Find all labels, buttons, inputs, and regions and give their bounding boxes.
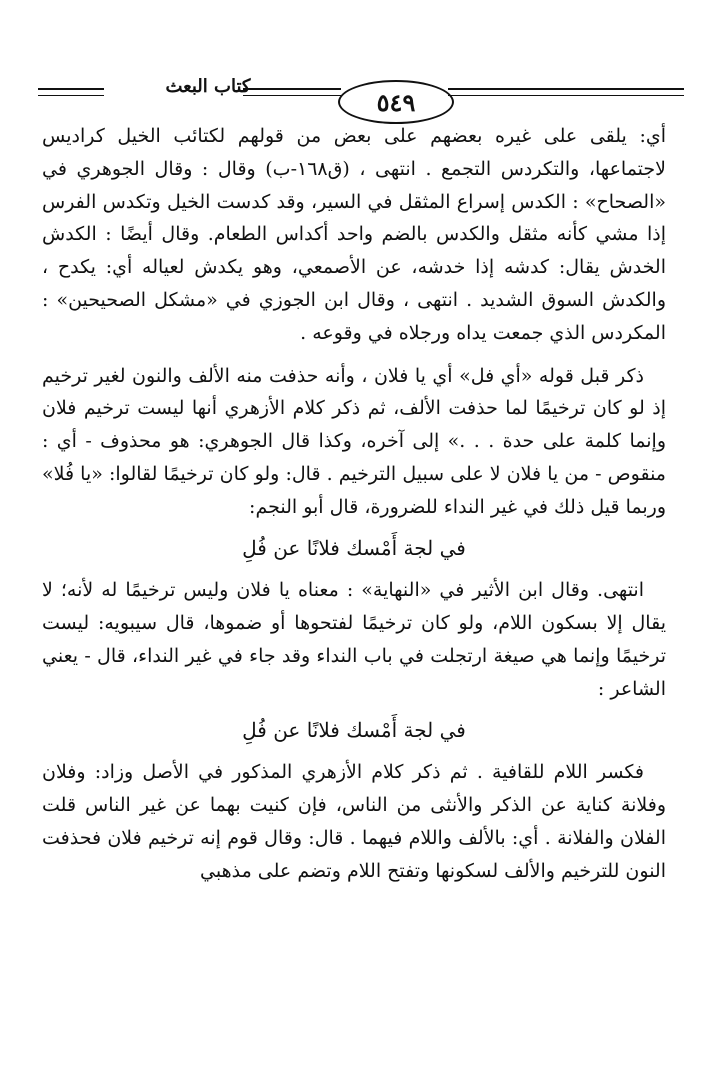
body-text xyxy=(42,120,666,888)
page-header xyxy=(38,72,684,124)
header-rule-middle-bottom xyxy=(243,95,341,96)
book-title: كتاب البعث xyxy=(143,76,273,97)
paragraph-3: انتهى. وقال ابن الأثير في «النهاية» : معناه يا فلان وليس ترخيمًا له لأنه؛ لا يقال إلا بسكون اللام، ولو كان ترخيمًا لفتحوها أو ضموها، قال سيبويه: ليست ترخيمًا وإنما هي صيغة ارتجلت في باب النداء وقد جاء في غير النداء، قال - يعني الشاعر : xyxy=(42,579,666,700)
page-number: ٥٤٩ xyxy=(376,87,416,117)
verse-2: في لجة أَمْسك فلانًا عن فُلِ xyxy=(242,717,466,742)
header-rule-right-bottom xyxy=(448,95,684,96)
header-rule-middle-top xyxy=(243,88,341,90)
header-rule-left-bottom xyxy=(38,95,104,96)
page-number-badge xyxy=(338,80,454,124)
paragraph-1: أي: يلقى على غيره بعضهم على بعض من قولهم لكتائب الخيل كراديس لاجتماعها، والتكردس التجمع . انتهى ، (ق١٦٨-ب) وقال : وقال الجوهري في «الصحاح» : الكدس إسراع المثقل في السير، وقد كدست الخيل وتكدس الفرس إذا مشي كأنه مثقل والكدس بالضم واحد أكداس الطعام. وقال أيضًا : الكدش الخدش يقال: كدشه إذا خدشه، عن الأصمعي، وهو يكدش لعياله أي: يكدح ، والكدش السوق الشديد . انتهى ، وقال ابن الجوزي في «مشكل الصحيحين» : المكردس الذي جمعت يداه ورجلاه في وقوعه . xyxy=(42,125,666,344)
paragraph-2: ذكر قبل قوله «أي فل» أي يا فلان ، وأنه حذفت منه الألف والنون لغير ترخيم إذ لو كان ترخيمًا لما حذفت الألف، ثم ذكر كلام الأزهري أنها ليست ترخيم فلان وإنما كلمة على حدة . . .» إلى آخره، وكذا قال الجوهري: هو محذوف - أي : منقوص - من يا فلان لا على سبيل الترخيم . قال: ولو كان ترخيمًا لقالوا: «يا فُلا» وربما قيل ذلك في غير النداء للضرورة، قال أبو النجم: xyxy=(42,364,666,518)
header-rule-right-top xyxy=(448,88,684,90)
verse-1: في لجة أَمْسك فلانًا عن فُلِ xyxy=(242,535,466,560)
header-rule-left-top xyxy=(38,88,104,90)
paragraph-4: فكسر اللام للقافية . ثم ذكر كلام الأزهري المذكور في الأصل وزاد: وفلان وفلانة كناية عن الذكر والأنثى من الناس، فإن كنيت بهما عن غير الناس قلت الفلان والفلانة . أي: بالألف واللام فيهما . قال: وقال قوم إنه ترخيم فلان فحذفت النون للترخيم والألف لسكونها وتفتح اللام وتضم على مذهبي xyxy=(42,761,666,882)
